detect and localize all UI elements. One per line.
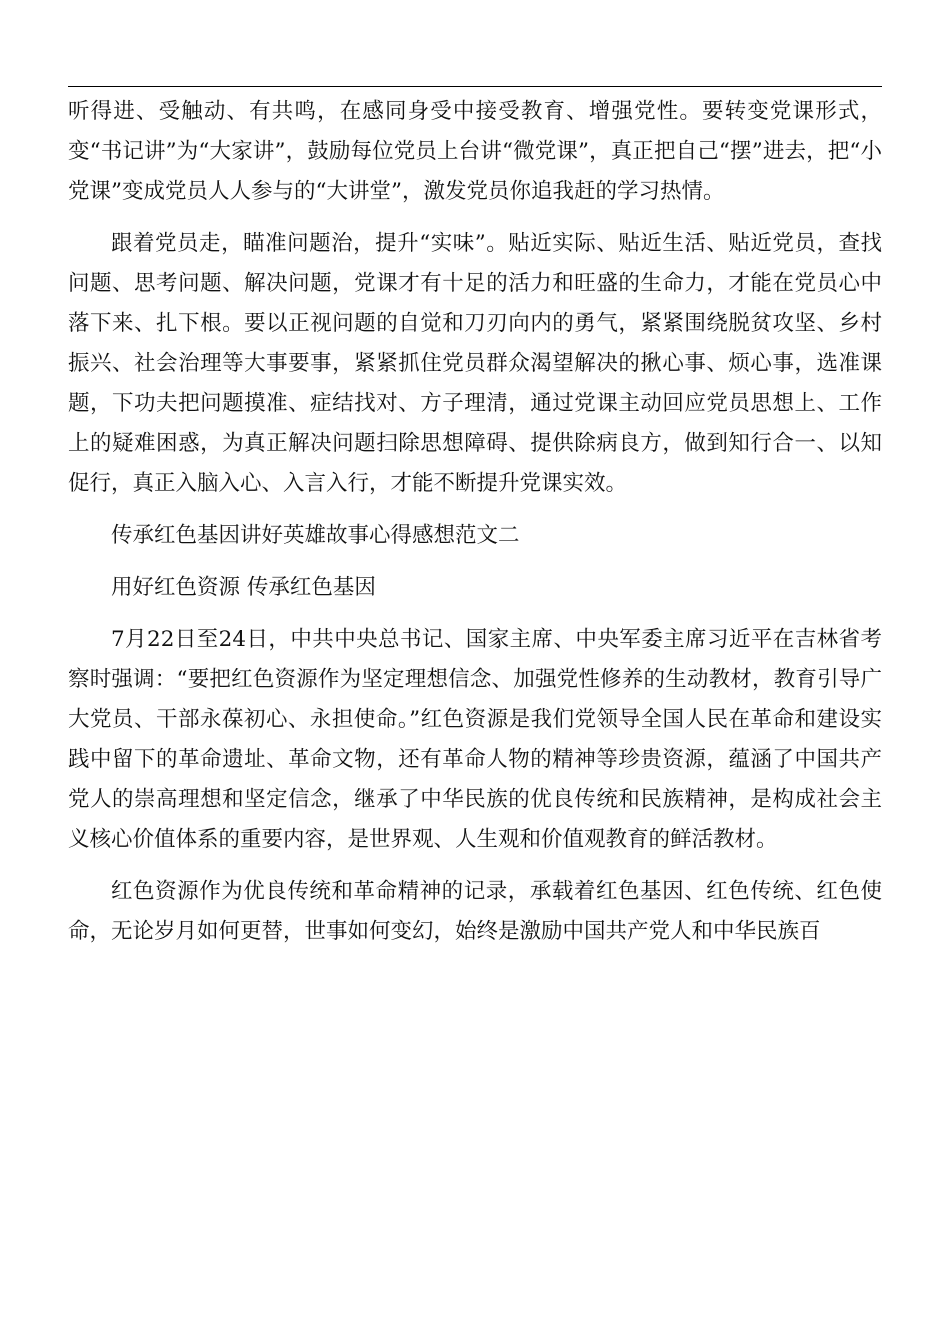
section-title: 传承红色基因讲好英雄故事心得感想范文二 xyxy=(111,523,520,548)
paragraph-problem-focus: 跟着党员走，瞄准问题治，提升“实味”。贴近实际、贴近生活、贴近党员，查找问题、思考问题、解决问题，党课才有十足的活力和旺盛的生命力，才能在党员心中落下来、扎下根。要以正视问题的自觉和刀刃向内的勇气，紧紧围绕脱贫攻坚、乡村振兴、社会治理等大事要事，紧紧抓住党员群众渴望解决的揪心事、烦心事，选准课题，下功夫把问题摸准、症结找对、方子理清，通过党课主动回应党员思想上、工作上的疑难困惑，为真正解决问题扫除思想障碍、提供除病良方，做到知行合一、以知促行，真正入脑入心、入言入行，才能不断提升党课实效。 xyxy=(68,231,882,496)
paragraph-continued: 听得进、受触动、有共鸣，在感同身受中接受教育、增强党性。要转变党课形式，变“书记讲”为“大家讲”，鼓励每位党员上台讲“微党课”，真正把自己“摆”进去，把“小党课”变成党员人人参与的“大讲堂”，激发党员你追我赶的学习热情。 xyxy=(68,99,882,204)
paragraph-red-resources: 红色资源作为优良传统和革命精神的记录，承载着红色基因、红色传统、红色使命，无论岁月如何更替，世事如何变幻，始终是激励中国共产党人和中华民族百 xyxy=(68,879,882,944)
section-subtitle: 用好红色资源 传承红色基因 xyxy=(111,575,376,600)
header-rule xyxy=(68,86,882,87)
paragraph-jilin-visit: 7月22日至24日，中共中央总书记、国家主席、中央军委主席习近平在吉林省考察时强调：“要把红色资源作为坚定理想信念、加强党性修养的生动教材，教育引导广大党员、干部永葆初心、永担使命。”红色资源是我们党领导全国人民在革命和建设实践中留下的革命遗址、革命文物，还有革命人物的精神等珍贵资源，蕴涵了中国共产党人的崇高理想和坚定信念，继承了中华民族的优良传统和民族精神，是构成社会主义核心价值体系的重要内容，是世界观、人生观和价值观教育的鲜活教材。 xyxy=(68,627,882,852)
document-body xyxy=(68,92,882,952)
